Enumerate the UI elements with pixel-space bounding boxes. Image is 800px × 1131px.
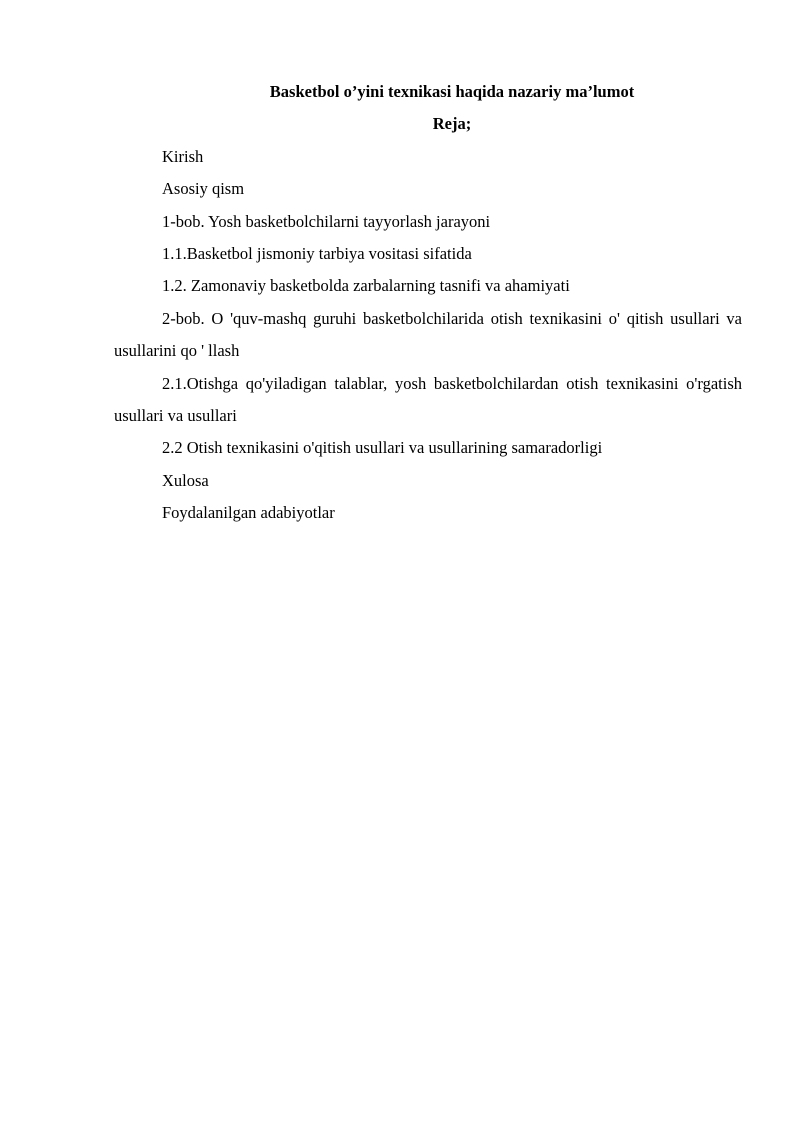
document-content [114,76,742,530]
plan-heading: Reja; [432,114,472,134]
document-title: Basketbol o’yini texnikasi haqida nazariy ma’lumot [269,82,635,101]
toc-item-references: Foydalanilgan adabiyotlar [162,503,335,523]
toc-item-conclusion: Xulosa [162,470,209,490]
toc-item-section-2-2: 2.2 Otish texnikasini o'qitish usullari va usullarining samaradorligi [162,438,603,458]
toc-item-main-part: Asosiy qism [162,179,245,199]
table-of-contents [114,141,742,530]
toc-item-chapter-2: 2-bob. O 'quv-mashq guruhi basketbolchilarida otish texnikasini o' qitish usullari va usullarini qo ' llash [114,308,742,361]
toc-item-introduction: Kirish [162,146,204,166]
toc-item-section-1-2: 1.2. Zamonaviy basketbolda zarbalarning tasnifi va ahamiyati [162,276,570,296]
toc-item-section-2-1: 2.1.Otishga qo'yiladigan talablar, yosh basketbolchilardan otish texnikasini o'rgatish usullari va usullari [114,373,742,426]
toc-item-chapter-1: 1-bob. Yosh basketbolchilarni tayyorlash jarayoni [162,211,491,231]
toc-item-section-1-1: 1.1.Basketbol jismoniy tarbiya vositasi sifatida [162,244,472,264]
